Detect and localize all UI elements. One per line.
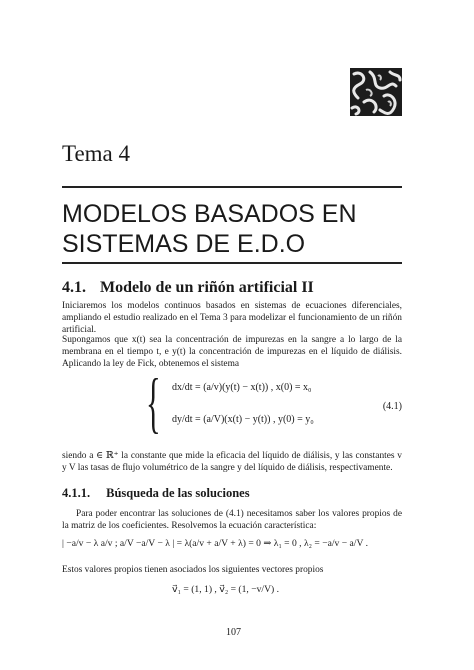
page-number: 107 [226, 627, 241, 638]
subsection-title: Búsqueda de las soluciones [106, 486, 250, 500]
paragraph-concentration: Supongamos que x(t) sea la concentración de impurezas en la sangre a lo largo de la membrana en el tiempo t, e y(t) la concentración de impurezas en el líquido de diálisis. Aplicando la ley de Fick, obtenemos el sistema [62, 335, 402, 370]
paragraph-eigenvalues: Para poder encontrar las soluciones de (4.1) necesitamos saber los valores propios de la matriz de los coeficientes. Resolvemos la ecuación característica: [62, 509, 402, 532]
equation-dy: dy/dt = (a/V)(x(t) − y(t)) , y(0) = y₀ [172, 414, 314, 425]
paragraph-eigenvectors: Estos valores propios tienen asociados los siguientes vectores propios [62, 565, 324, 575]
chapter-title-line-2: SISTEMAS DE E.D.O [62, 230, 306, 258]
equation-number: (4.1) [382, 401, 402, 412]
ode-system [146, 364, 402, 442]
subsection-heading [62, 486, 250, 501]
chapter-title-line-1: MODELOS BASADOS EN [62, 200, 357, 228]
top-rule [62, 186, 402, 188]
eigenvectors-equation: v⃗₁ = (1, 1) , v⃗₂ = (1, −v/V) . [172, 584, 280, 595]
chapter-heading: Tema 4 [62, 141, 131, 166]
paragraph-constants: siendo a ∈ ℝ⁺ la constante que mide la eficacia del líquido de diálisis, y las constantes v y V las tasas de flujo volumétrico de la sangre y del líquido de diálisis, respectivamente. [62, 451, 402, 474]
chapter-title [62, 199, 357, 259]
chapter-logo-image [350, 68, 402, 116]
paragraph-intro: Iniciaremos los modelos continuos basados en sistemas de ecuaciones diferenciales, ampliando el estudio realizado en el Tema 3 para modelizar el funcionamiento de un riñón artificial. [62, 301, 402, 336]
system-brace: { [146, 364, 161, 440]
characteristic-equation: | −a/v − λ a/v ; a/V −a/V − λ | = λ(a/v + a/V + λ) = 0 ⇒ λ₁ = 0 , λ₂ = −a/v − a/V . [62, 538, 369, 549]
section-title: Modelo de un riñón artificial II [100, 279, 314, 296]
bottom-rule [62, 262, 402, 264]
section-number: 4.1. [62, 279, 86, 296]
subsection-number: 4.1.1. [62, 486, 91, 500]
equation-dx: dx/dt = (a/v)(y(t) − x(t)) , x(0) = x₀ [172, 382, 312, 393]
section-heading [62, 279, 314, 297]
